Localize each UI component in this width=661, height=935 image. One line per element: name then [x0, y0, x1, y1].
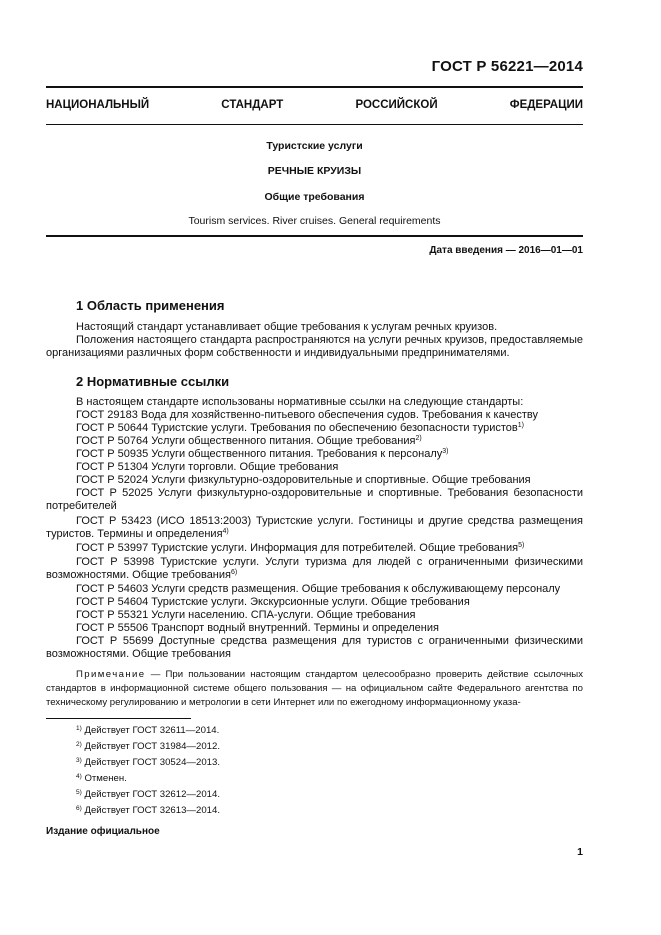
reference-item: ГОСТ Р 51304 Услуги торговли. Общие требования	[76, 461, 339, 473]
introduction-date: Дата введения — 2016—01—01	[429, 245, 583, 256]
section-1-paragraph-2: Положения настоящего стандарта распространяются на услуги речных круизов, предоставляемые организациями различных форм собственности и индивидуальными предпринимателями.	[46, 334, 583, 359]
footnote-marker: 3)	[442, 448, 449, 455]
reference-item: ГОСТ Р 55699 Доступные средства размещения для туристов с ограниченными физическими возможностями. Общие требования	[46, 635, 583, 660]
note-paragraph	[46, 668, 583, 710]
footnote-marker: 5)	[518, 542, 525, 549]
reference-item: ГОСТ Р 50935 Услуги общественного питания. Требования к персоналу$^{3)}$	[76, 448, 449, 460]
official-edition-label: Издание официальное	[46, 826, 160, 837]
footnote: $^{3)}$ Действует ГОСТ 30524—2013.	[76, 757, 221, 768]
footnote: $^{1)}$ Действует ГОСТ 32611—2014.	[76, 725, 220, 736]
section-1-paragraph-1: Настоящий стандарт устанавливает общие требования к услугам речных круизов.	[76, 321, 498, 333]
page-number: 1	[577, 846, 583, 858]
footnote: $^{5)}$ Действует ГОСТ 32612—2014.	[76, 789, 221, 800]
banner-rule	[46, 124, 583, 125]
footnote-marker: 6)	[231, 569, 238, 576]
note-title: Примечание	[76, 669, 146, 680]
footnote: $^{6)}$ Действует ГОСТ 32613—2014.	[76, 805, 221, 816]
header-rule	[46, 86, 583, 88]
section-1-heading: 1 Область применения	[76, 298, 225, 313]
reference-item: ГОСТ Р 52025 Услуги физкультурно-оздоровительные и спортивные. Требования безопасности потребителей	[46, 487, 583, 512]
national-standard-banner: НАЦИОНАЛЬНЫЙ СТАНДАРТ РОССИЙСКОЙ ФЕДЕРАЦИИ	[46, 99, 583, 111]
title-category: Туристские услуги	[266, 140, 363, 152]
title-sub: Общие требования	[264, 191, 365, 203]
footnote-marker: 1)	[517, 422, 524, 429]
footnote-marker: 2)	[415, 435, 422, 442]
reference-item: ГОСТ Р 55506 Транспорт водный внутренний. Термины и определения	[76, 622, 439, 634]
footnote: $^{4)}$ Отменен.	[76, 773, 127, 784]
reference-item: ГОСТ Р 50644 Туристские услуги. Требования по обеспечению безопасности туристов$^{1)}$	[76, 422, 524, 434]
section-2-intro: В настоящем стандарте использованы нормативные ссылки на следующие стандарты:	[76, 396, 524, 408]
reference-item: ГОСТ Р 53998 Туристские услуги. Услуги туризма для людей с ограниченными физическими возможностями. Общие требования$^{6)}$	[46, 556, 583, 581]
title-rule	[46, 235, 583, 237]
reference-item: ГОСТ Р 54604 Туристские услуги. Экскурсионные услуги. Общие требования	[76, 596, 470, 608]
footnote: $^{2)}$ Действует ГОСТ 31984—2012.	[76, 741, 221, 752]
reference-item: ГОСТ Р 53997 Туристские услуги. Информация для потребителей. Общие требования$^{5)}$	[76, 542, 525, 554]
reference-item: ГОСТ Р 53423 (ИСО 18513:2003) Туристские услуги. Гостиницы и другие средства размещения туристов. Термины и определения$^{4)}$	[46, 515, 583, 540]
reference-item: ГОСТ 29183 Вода для хозяйственно-питьевого обеспечения судов. Требования к качеству	[76, 409, 538, 421]
note-text: — При пользовании настоящим стандартом целесообразно проверить действие ссылочных стандартов в информационной системе общего пользования — на официальном сайте Федерального агентства по техническому регулированию и метрологии в сети Интернет или по ежегодному информационному указа-	[46, 669, 584, 708]
title-main: РЕЧНЫЕ КРУИЗЫ	[267, 165, 362, 177]
footnote-separator	[46, 718, 191, 719]
section-2-heading: 2 Нормативные ссылки	[76, 374, 230, 389]
reference-item: ГОСТ Р 50764 Услуги общественного питания. Общие требования$^{2)}$	[76, 435, 422, 447]
footnote-marker: 4)	[222, 528, 229, 535]
title-english: Tourism services. River cruises. General requirements	[188, 215, 441, 227]
reference-item: ГОСТ Р 55321 Услуги населению. СПА-услуги. Общие требования	[76, 609, 416, 621]
document-number: ГОСТ Р 56221—2014	[431, 58, 583, 75]
reference-item: ГОСТ Р 52024 Услуги физкультурно-оздоровительные и спортивные. Общие требования	[76, 474, 531, 486]
reference-item: ГОСТ Р 54603 Услуги средств размещения. Общие требования к обслуживающему персоналу	[76, 583, 561, 595]
